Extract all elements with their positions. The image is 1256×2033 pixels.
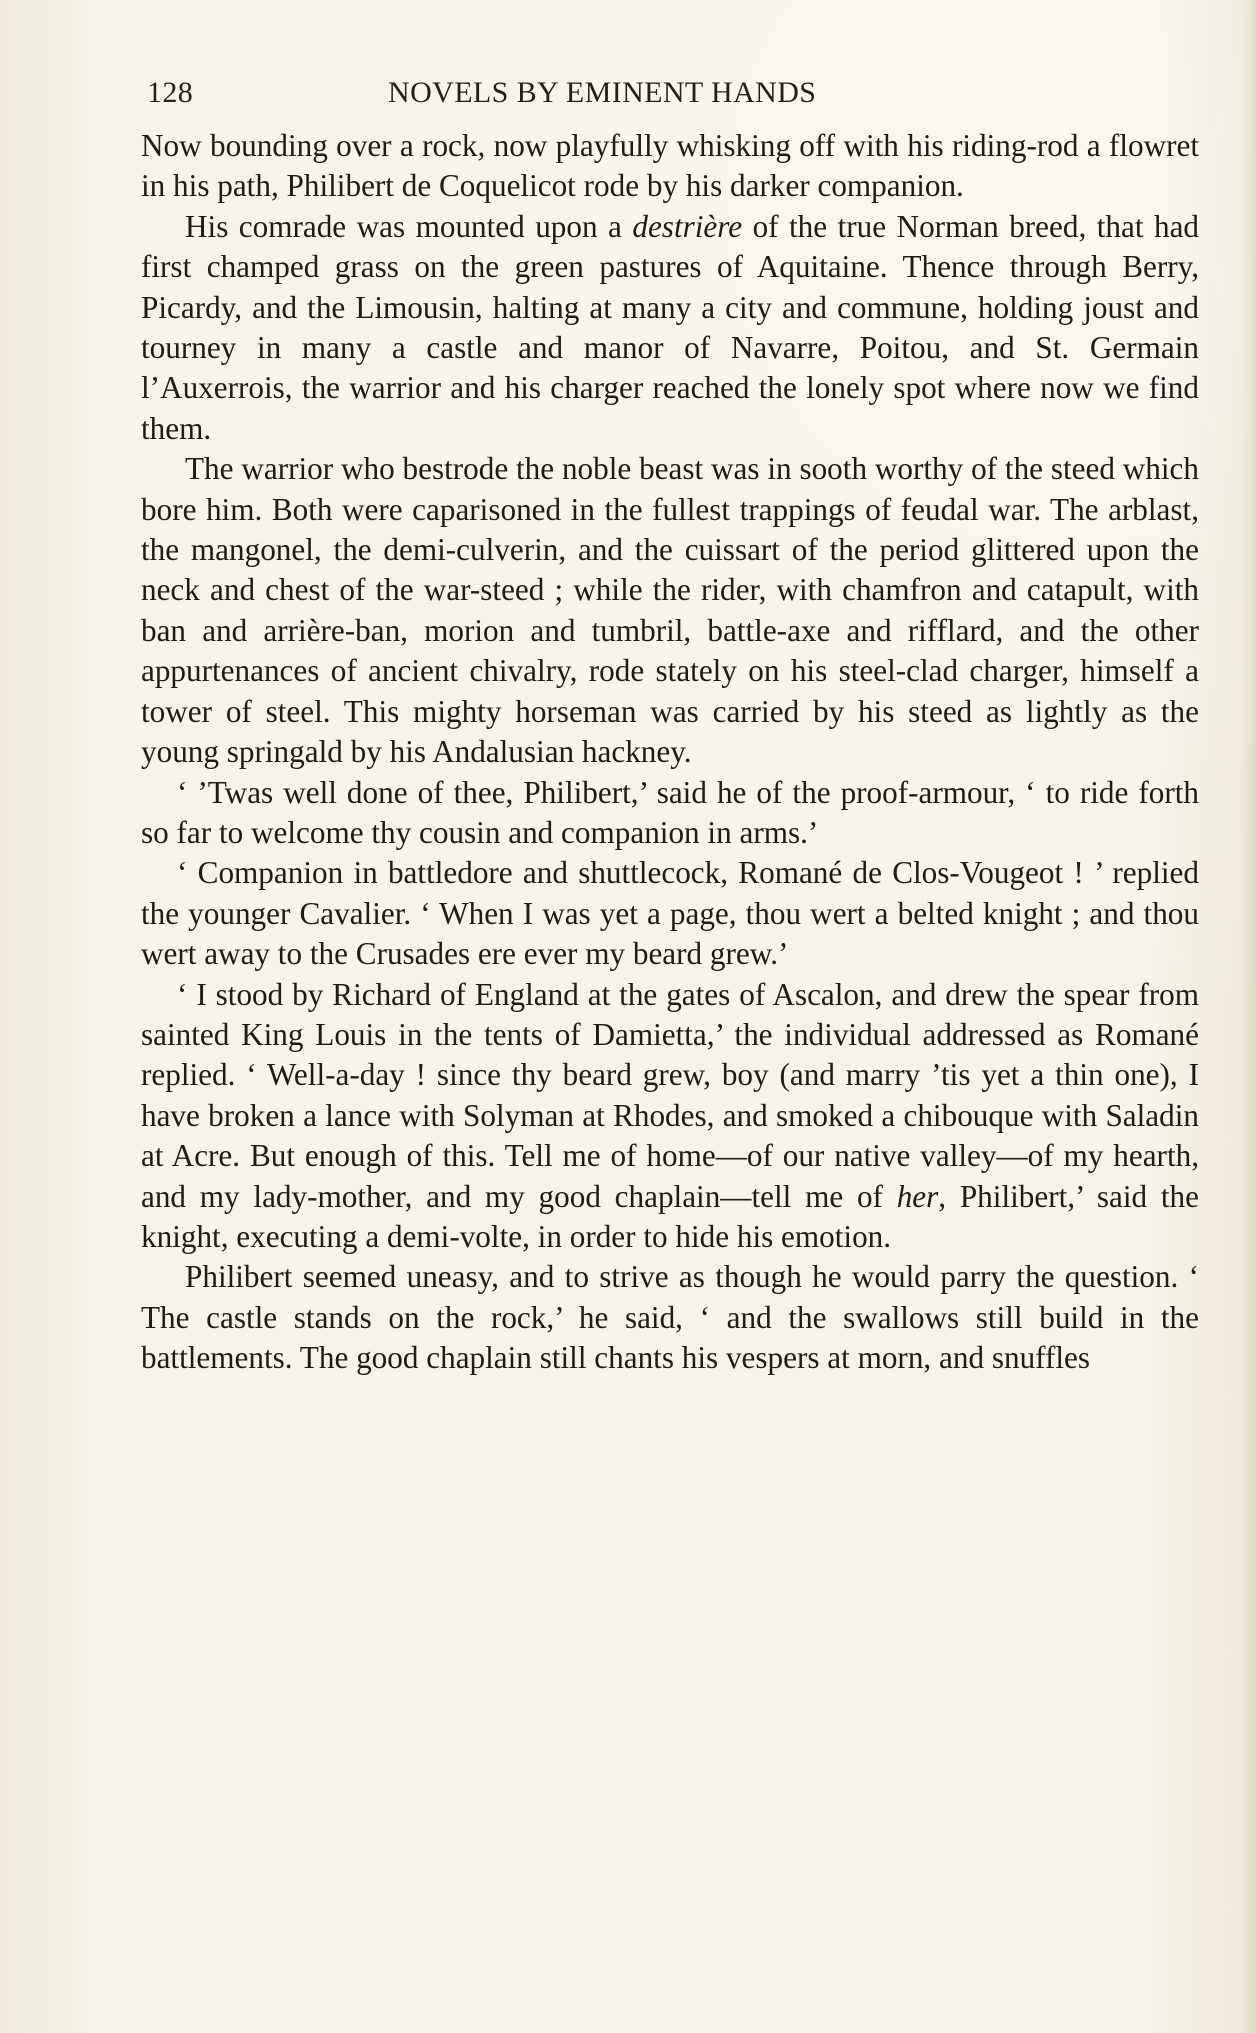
- paragraph-comrade-text-1: His comrade was mounted upon a: [185, 208, 633, 244]
- paragraph-comrade-text-2: of the true Norman breed, that had first champed grass on the green pastures of Aquitaine. Thence through Berry, Picardy, and the Limousin, halting at many a city and commune, holding joust and tourney in many a castle and manor of Navarre, Poitou, and St. Germain l’Auxerrois, the warrior and his charger reached the lonely spot where now we find them.: [141, 208, 1199, 446]
- paragraph-ascalon-text-2: , Philibert,’ said the knight, executing a demi-volte, in order to hide his emotion.: [141, 1178, 1199, 1254]
- paragraph-companion-text: ‘ Companion in battledore and shuttlecock, Romané de Clos-Vougeot ! ’ replied the younger Cavalier. ‘ When I was yet a page, thou wert a belted knight ; and thou wert away to the Crusades ere ever my beard grew.’: [141, 855, 1199, 972]
- paragraph-ascalon-text-1: ‘ I stood by Richard of England at the gates of Ascalon, and drew the spear from sainted King Louis in the tents of Damietta,’ the individual addressed as Romané replied. ‘ Well-a-day ! since thy beard grew, boy (and marry ’tis yet a thin one), I have broken a lance with Solyman at Rhodes, and smoked a chibouque with Saladin at Acre. But enough of this. Tell me of home—of our native valley—of my hearth, and my lady-mother, and my good chaplain—tell me of: [141, 976, 1199, 1214]
- paragraph-opening: [141, 126, 1199, 207]
- paragraph-castle: [141, 1257, 1199, 1378]
- paragraph-companion: [141, 853, 1199, 974]
- paragraph-welcome-text: ‘ ’Twas well done of thee, Philibert,’ said he of the proof-armour, ‘ to ride forth so far to welcome thy cousin and companion in arms.’: [141, 774, 1199, 850]
- paragraph-ascalon: [141, 975, 1199, 1258]
- paragraph-comrade: [141, 207, 1199, 449]
- paragraph-welcome: [141, 773, 1199, 854]
- paragraph-warrior-text: The warrior who bestrode the noble beast was in sooth worthy of the steed which bore him. Both were caparisoned in the fullest trappings of feudal war. The arblast, the mangonel, the demi-culverin, and the cuissart of the period glittered upon the neck and chest of the war-steed ; while the rider, with chamfron and catapult, with ban and arrière-ban, morion and tumbril, battle-axe and rifflard, and the other appurtenances of ancient chivalry, rode stately on his steel-clad charger, himself a tower of steel. This mighty horseman was carried by his steed as lightly as the young springald by his Andalusian hackney.: [141, 451, 1199, 770]
- destriere-term: destrière: [632, 208, 743, 244]
- running-head: [141, 72, 1198, 114]
- running-title: NOVELS BY EMINENT HANDS: [388, 76, 817, 109]
- body-text: [141, 126, 1199, 1379]
- paragraph-castle-text: Philibert seemed uneasy, and to strive as though he would parry the question. ‘ The castle stands on the rock,’ he said, ‘ and the swallows still build in the battlements. The good chaplain still chants his vespers at morn, and snuffles: [141, 1259, 1199, 1376]
- page-number: 128: [147, 76, 194, 109]
- paragraph-warrior: [141, 449, 1199, 772]
- her-emphasis: her: [896, 1178, 939, 1214]
- paragraph-opening-text: Now bounding over a rock, now playfully whisking off with his riding-rod a flowret in his path, Philibert de Coquelicot rode by his darker companion.: [141, 128, 1199, 204]
